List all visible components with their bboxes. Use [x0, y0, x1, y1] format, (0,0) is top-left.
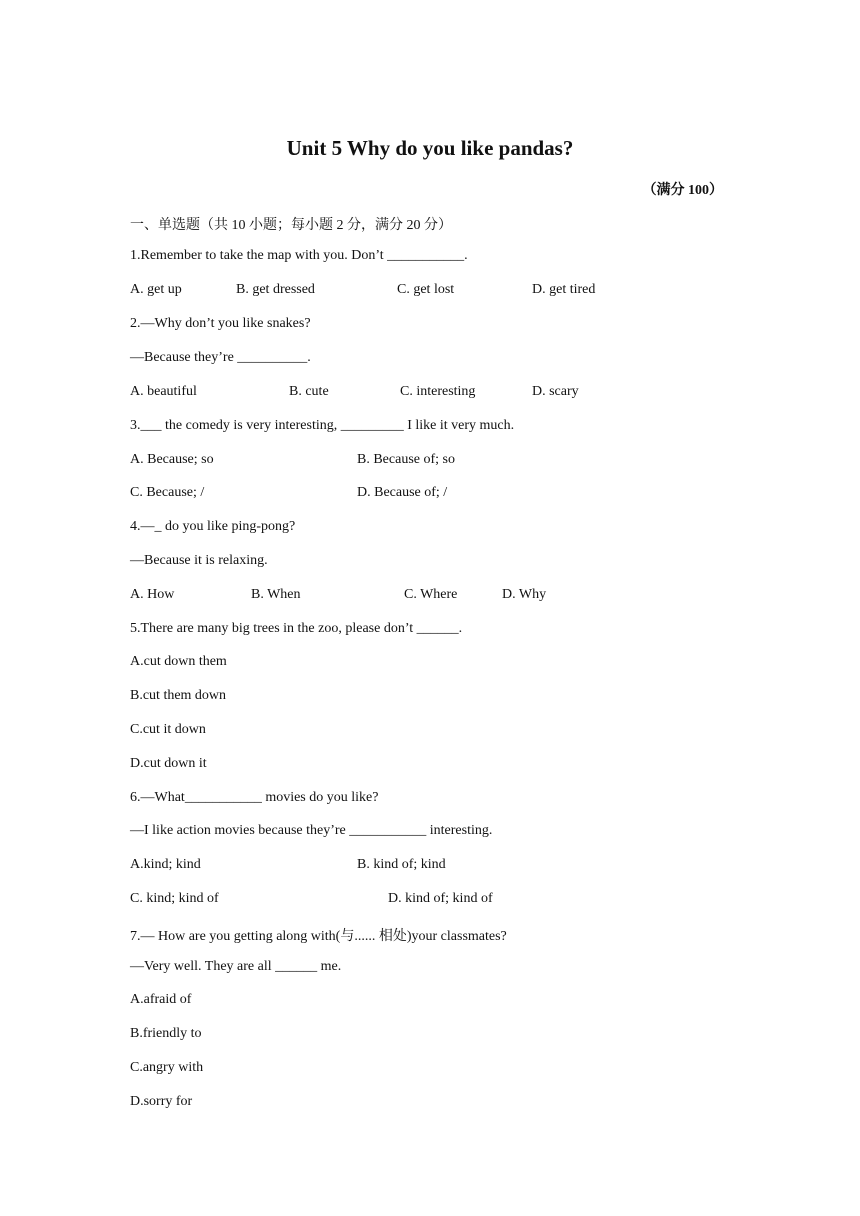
- question-2-stem: 2.—Why don’t you like snakes?: [130, 316, 311, 331]
- question-4-option-a: A. How: [130, 587, 175, 602]
- question-6-option-a: A.kind; kind: [130, 857, 201, 872]
- question-7-option-b: B.friendly to: [130, 1026, 202, 1041]
- question-7-stem: 7.— How are you getting along with(与...... 相处)your classmates?: [130, 929, 507, 944]
- question-4-option-d: D. Why: [502, 587, 547, 602]
- question-5-option-a: A.cut down them: [130, 654, 227, 669]
- question-1-option-b: B. get dressed: [236, 282, 315, 297]
- question-6-stem-2: —I like action movies because they’re ___________ interesting.: [130, 823, 493, 838]
- question-2-option-b: B. cute: [289, 384, 329, 399]
- question-1-stem: 1.Remember to take the map with you. Don’t ___________.: [130, 248, 468, 263]
- question-7-option-c: C.angry with: [130, 1060, 204, 1075]
- question-6-stem: 6.—What___________ movies do you like?: [130, 790, 379, 805]
- question-3-option-a: A. Because; so: [130, 452, 214, 467]
- question-2-stem-2: —Because they’re __________.: [130, 350, 311, 365]
- question-4-stem: 4.—_ do you like ping-pong?: [130, 519, 296, 534]
- score-label: （满分 100）: [642, 183, 723, 198]
- question-3-option-c: C. Because; /: [130, 485, 205, 500]
- page-title: Unit 5 Why do you like pandas?: [286, 136, 574, 160]
- question-2-option-c: C. interesting: [400, 384, 476, 399]
- question-6-option-d: D. kind of; kind of: [388, 891, 493, 906]
- question-7-stem-2: —Very well. They are all ______ me.: [130, 959, 342, 974]
- question-5-option-b: B.cut them down: [130, 688, 227, 703]
- question-1-option-a: A. get up: [130, 282, 182, 297]
- question-2-option-d: D. scary: [532, 384, 579, 399]
- question-4-option-c: C. Where: [404, 587, 458, 602]
- question-1-option-d: D. get tired: [532, 282, 596, 297]
- question-3-option-d: D. Because of; /: [357, 485, 448, 500]
- question-4-option-b: B. When: [251, 587, 301, 602]
- question-7-option-d: D.sorry for: [130, 1094, 193, 1109]
- question-7-option-a: A.afraid of: [130, 992, 192, 1007]
- question-6-option-b: B. kind of; kind: [357, 857, 446, 872]
- question-3-option-b: B. Because of; so: [357, 452, 455, 467]
- question-4-stem-2: —Because it is relaxing.: [130, 553, 268, 568]
- question-1-option-c: C. get lost: [397, 282, 455, 297]
- question-5-stem: 5.There are many big trees in the zoo, please don’t ______.: [130, 621, 463, 636]
- question-3-stem: 3.___ the comedy is very interesting, _________ I like it very much.: [130, 418, 515, 433]
- question-5-option-c: C.cut it down: [130, 722, 206, 737]
- question-5-option-d: D.cut down it: [130, 756, 207, 771]
- section-heading: 一、单选题（共 10 小题；每小题 2 分，满分 20 分）: [130, 218, 452, 233]
- question-2-option-a: A. beautiful: [130, 384, 197, 399]
- question-6-option-c: C. kind; kind of: [130, 891, 219, 906]
